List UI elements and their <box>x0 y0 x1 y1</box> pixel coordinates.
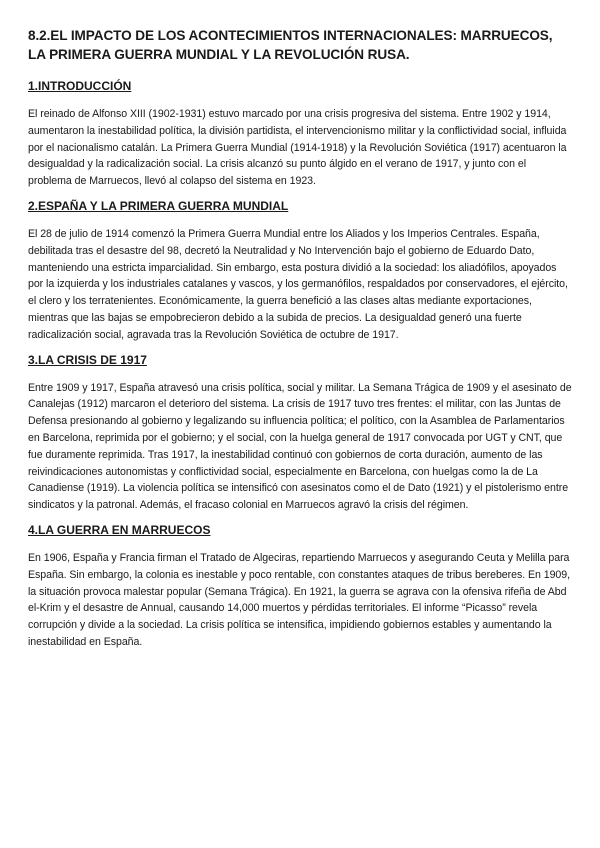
section-paragraph: El 28 de julio de 1914 comenzó la Primera Guerra Mundial entre los Aliados y los Imperios Centrales. España, debilitada tras el desastre del 98, decretó la Neutralidad y No Intervención bajo el gobierno de Eduardo Dato, manteniendo una estricta imparcialidad. Sin embargo, esta postura dividió a la sociedad: los aliadófilos, apoyados por la izquierda y los industriales catalanes y vascos, y los germanófilos, respaldados por conservadores, el ejército, el clero y los terratenientes. Económicamente, la guerra benefició a las clases altas mediante exportaciones, mientras que las bajas se empobrecieron debido a la subida de precios. La desigualdad generó una fuerte radicalización social, agravada tras la Revolución Soviética de octubre de 1917. <box>28 227 568 341</box>
section-heading: 3.LA CRISIS DE 1917 <box>28 352 147 367</box>
section-paragraph: Entre 1909 y 1917, España atravesó una crisis política, social y militar. La Semana Trágica de 1909 y el asesinato de Canalejas (1912) marcaron el deterioro del sistema. La crisis de 1917 tuvo tres frentes: el militar, con las Juntas de Defensa presionando al gobierno y legalizando su influencia política; el político, con la Asamblea de Parlamentarios en Barcelona, reprimida por el gobierno; y el social, con la huelga general de 1917 convocada por UGT y CNT, que fue duramente reprimida. Tras 1917, la inestabilidad continuó con gobiernos de corta duración, aumento de las reivindicaciones autonomistas y conflictividad social, especialmente en Barcelona, con huelgas como la de La Canadiense (1919). La violencia política se intensificó con asesinatos como el de Dato (1921) y el pistolerismo entre sindicatos y la patronal. Además, el fracaso colonial en Marruecos agravó la crisis del régimen. <box>28 381 572 512</box>
section-crisis-1917 <box>28 352 572 514</box>
section-introduccion <box>28 78 572 190</box>
section-espana-primera-guerra-mundial <box>28 198 572 344</box>
section-heading: 1.INTRODUCCIÓN <box>28 79 132 93</box>
section-paragraph: El reinado de Alfonso XIII (1902-1931) estuvo marcado por una crisis progresiva del sistema. Entre 1902 y 1914, aumentaron la inestabilidad política, la división partidista, el intervencionismo militar y la conflictividad social, influida por el nacionalismo catalán. La Primera Guerra Mundial (1914-1918) y la Revolución Soviética (1917) acentuaron la desigualdad y la radicalización social. La crisis alcanzó su punto álgido en el verano de 1917, y junto con el problema de Marruecos, llevó al colapso del sistema en 1923. <box>28 108 567 188</box>
section-paragraph: En 1906, España y Francia firman el Tratado de Algeciras, repartiendo Marruecos y asegurando Ceuta y Melilla para España. Sin embargo, la colonia es inestable y poco rentable, con constantes ataques de tribus bereberes. En 1909, la situación provoca malestar popular (Semana Trágica). En 1921, la guerra se agrava con la ofensiva rifeña de Abd el-Krim y el desastre de Annual, causando 14,000 muertos y pérdidas territoriales. El informe “Picasso” revela corrupción y divide a la sociedad. La crisis política se intensifica, impidiendo gobiernos estables y aumentando la inestabilidad en España. <box>28 551 571 648</box>
section-heading: 4.LA GUERRA EN MARRUECOS <box>28 522 211 537</box>
section-heading: 2.ESPAÑA Y LA PRIMERA GUERRA MUNDIAL <box>28 198 289 213</box>
section-guerra-marruecos <box>28 522 572 651</box>
document-title: 8.2.EL IMPACTO DE LOS ACONTECIMIENTOS INTERNACIONALES: MARRUECOS, LA PRIMERA GUERRA MUNDIAL Y LA REVOLUCIÓN RUSA. <box>28 28 553 62</box>
